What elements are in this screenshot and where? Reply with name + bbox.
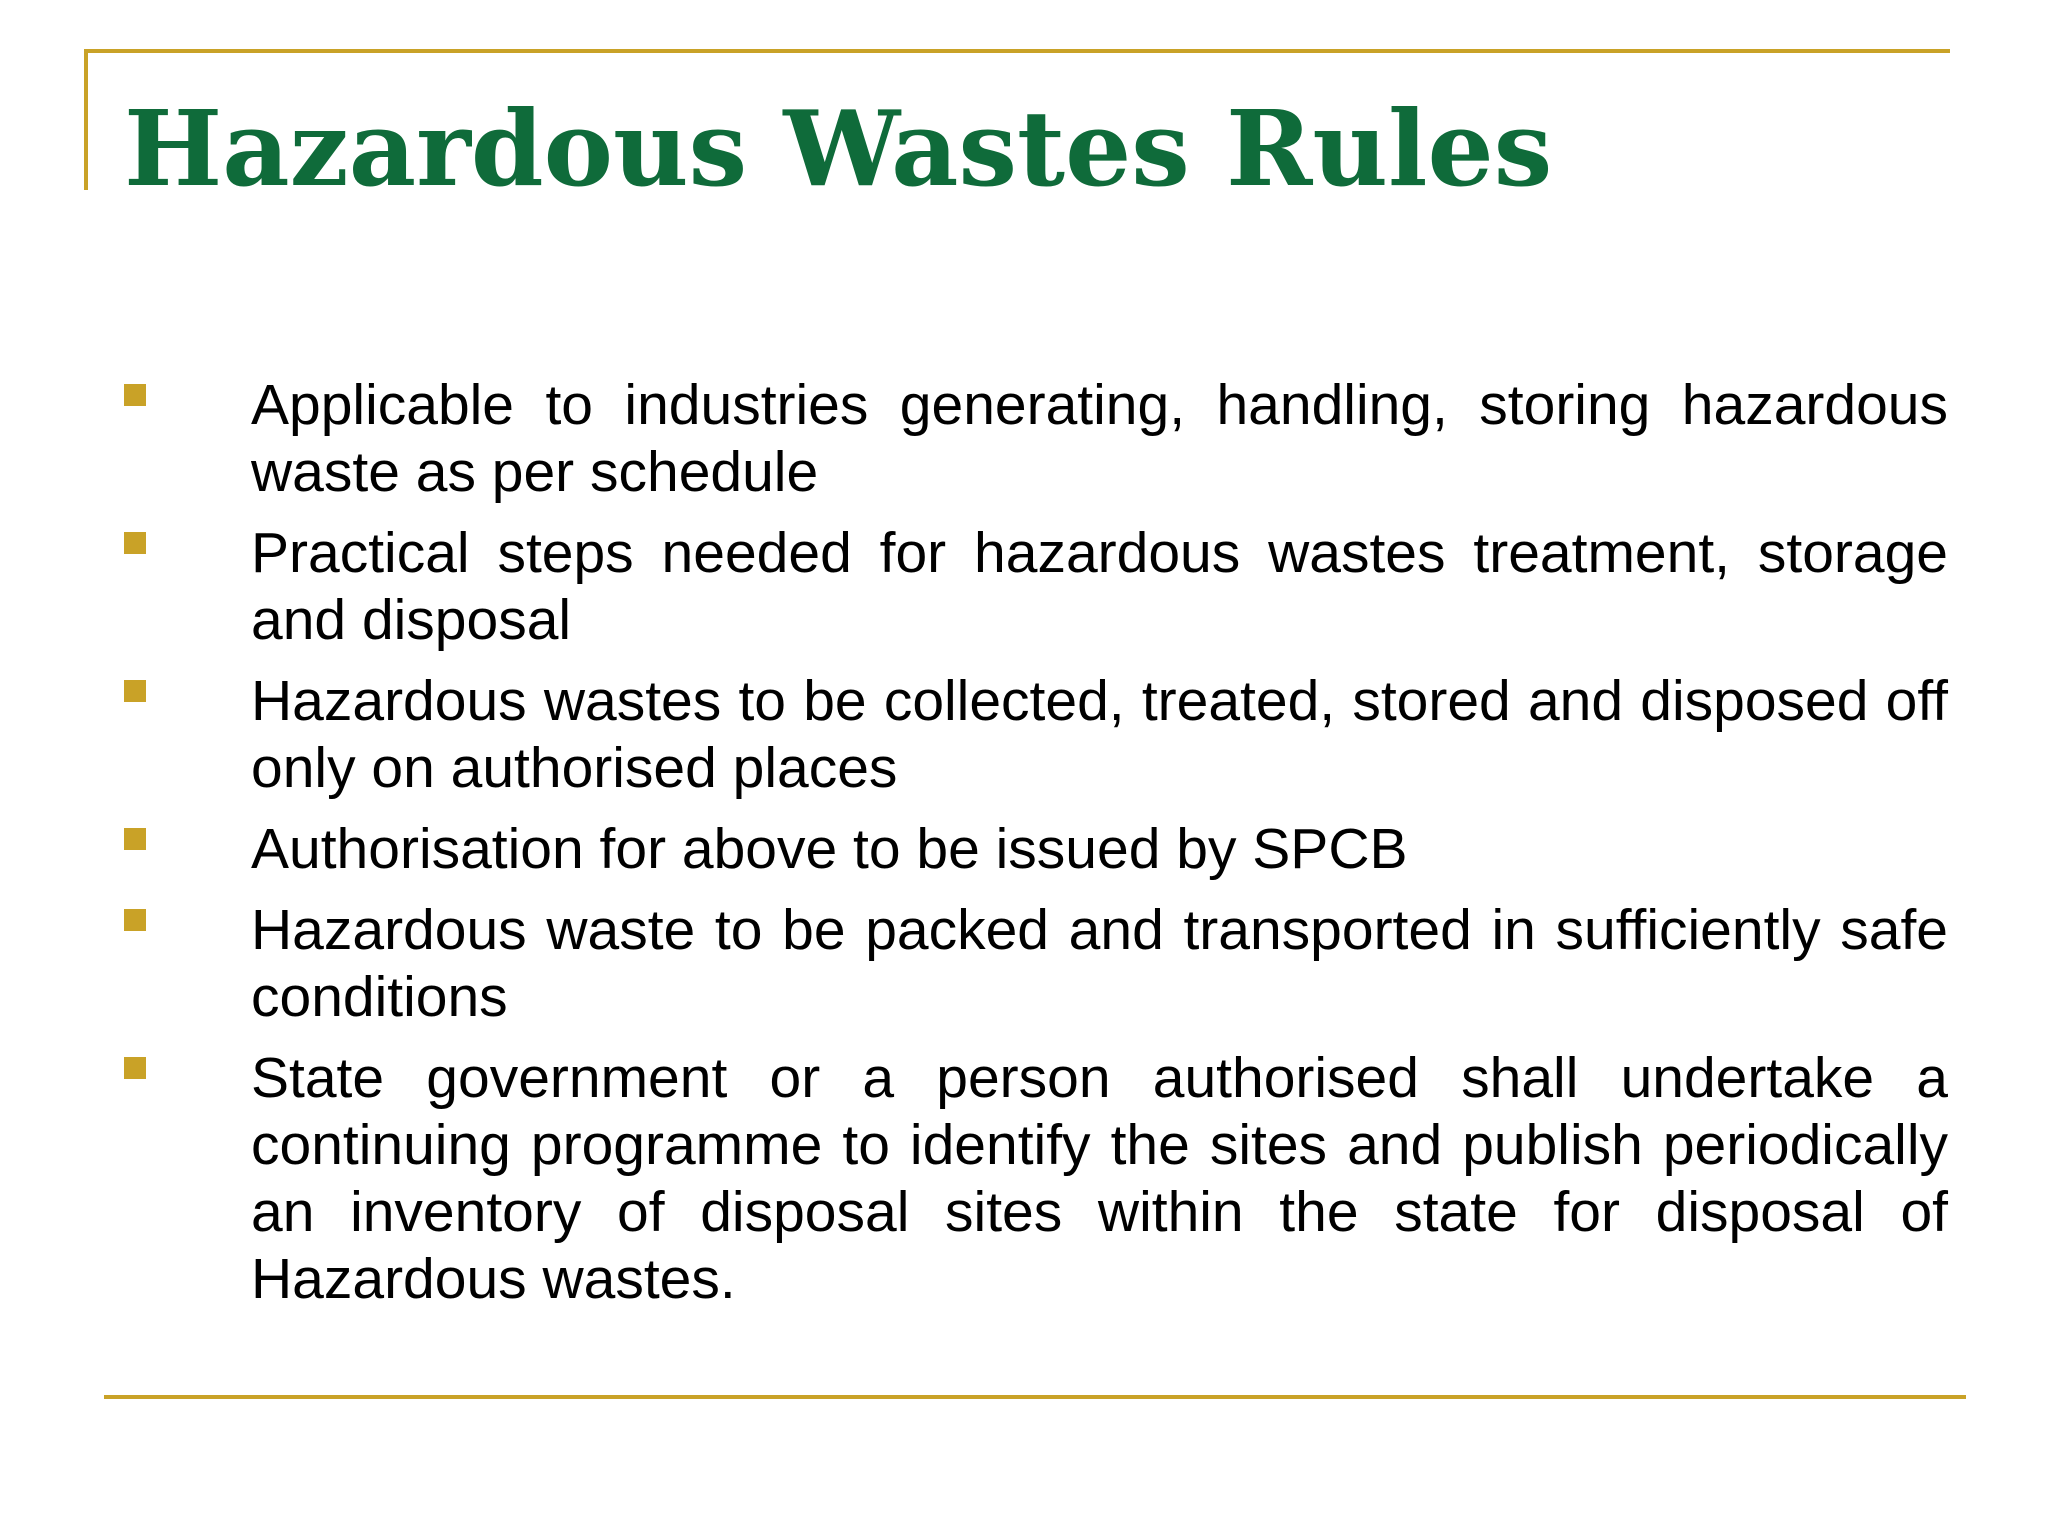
bullet-item	[124, 897, 1948, 1031]
square-bullet-icon	[124, 532, 146, 554]
bullet-item	[124, 520, 1948, 654]
square-bullet-icon	[124, 384, 146, 406]
bullet-item	[124, 668, 1948, 802]
square-bullet-icon	[124, 909, 146, 931]
bullet-list	[124, 372, 1948, 1327]
bullet-text: Applicable to industries generating, handling, storing hazardous waste as per schedule	[251, 373, 1948, 504]
bullet-text: Hazardous waste to be packed and transported in sufficiently safe conditions	[251, 898, 1948, 1029]
bullet-text: Hazardous wastes to be collected, treated, stored and disposed off only on authorised places	[251, 669, 1948, 800]
bullet-item	[124, 1045, 1948, 1313]
bullet-text: State government or a person authorised shall undertake a continuing programme to identify the sites and publish periodically an inventory of disposal sites within the state for disposal of Hazardous wastes.	[251, 1046, 1948, 1311]
bottom-frame-line	[104, 1395, 1966, 1399]
left-frame-line	[84, 49, 88, 190]
bullet-item	[124, 372, 1948, 506]
bullet-item	[124, 816, 1948, 883]
bullet-text: Authorisation for above to be issued by SPCB	[251, 817, 1408, 881]
square-bullet-icon	[124, 1057, 146, 1079]
bullet-text: Practical steps needed for hazardous wastes treatment, storage and disposal	[251, 521, 1948, 652]
square-bullet-icon	[124, 680, 146, 702]
square-bullet-icon	[124, 828, 146, 850]
top-frame-line	[84, 49, 1950, 53]
slide-title: Hazardous Wastes Rules	[124, 87, 1553, 210]
